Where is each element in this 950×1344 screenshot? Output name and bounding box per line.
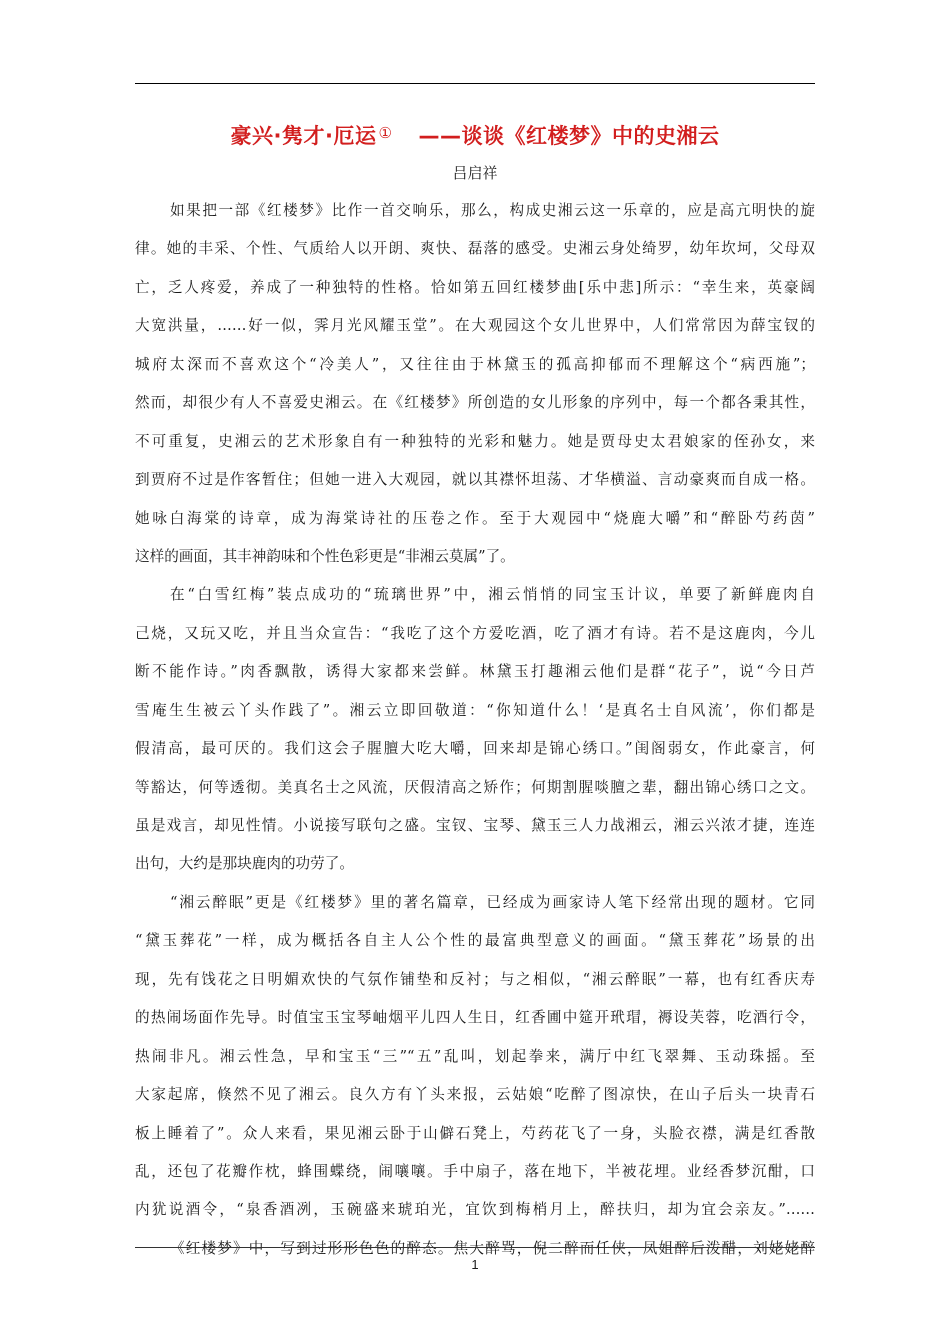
text-line: 乱，还包了花瓣作枕，蜂围蝶绕，闹嚷嚷。手中扇子，落在地下，半被花埋。业经香梦沉酣，口 — [135, 1162, 815, 1180]
footnote-marker[interactable]: ① — [378, 124, 393, 142]
page-number: 1 — [471, 1257, 479, 1272]
text-line: 亡，乏人疼爱，养成了一种独特的性格。恰如第五回红楼梦曲[乐中悲]所示：“幸生来，英豪阔 — [135, 278, 815, 296]
text-line: 出句，大约是那块鹿肉的功劳了。 — [135, 855, 354, 873]
text-line: 不可重复，史湘云的艺术形象自有一种独特的光彩和魅力。她是贾母史太君娘家的侄孙女，来 — [135, 432, 815, 450]
text-line: 己烧，又玩又吃，并且当众宣告：“我吃了这个方爱吃酒，吃了酒才有诗。若不是这鹿肉，今儿 — [135, 624, 815, 642]
text-line: 如果把一部《红楼梦》比作一首交响乐，那么，构成史湘云这一乐章的，应是高亢明快的旋 — [170, 202, 815, 219]
text-line: 《红楼梦》中，写到过形形色色的醉态。焦大醉骂，倪二醉而任侠，凤姐醉后泼醋，刘姥姥醉 — [170, 1239, 815, 1257]
title-subtitle: ——谈谈《红楼梦》中的史湘云 — [418, 124, 720, 148]
text-line: 内犹说酒令，“泉香酒冽，玉碗盛来琥珀光，宜饮到梅梢月上，醉扶归，却为宜会亲友。”…… — [135, 1201, 815, 1219]
title-main: 豪兴·隽才·厄运 — [230, 124, 377, 148]
text-line: 雪庵生生被云丫头作践了”。湘云立即回敬道：“你知道什么！‘是真名士自风流’，你们都是 — [135, 701, 815, 719]
text-line: 律。她的丰采、个性、气质给人以开朗、爽快、磊落的感受。史湘云身处绮罗，幼年坎坷，父母双 — [135, 240, 815, 258]
text-line: 大家起席，倏然不见了湘云。良久方有丫头来报，云姑娘“吃醉了图凉快，在山子后头一块青石 — [135, 1086, 815, 1104]
article-title — [135, 120, 815, 150]
text-line: 城府太深而不喜欢这个“冷美人”，又往往由于林黛玉的孤高抑郁而不理解这个“病西施”； — [135, 355, 815, 373]
text-line: 板上睡着了”。众人来看，果见湘云卧于山僻石凳上，芍药花飞了一身，头脸衣襟，满是红香散 — [135, 1124, 815, 1142]
text-line: 她咏白海棠的诗章，成为海棠诗社的压卷之作。至于大观园中“烧鹿大嚼”和“醉卧芍药茵” — [135, 509, 815, 527]
text-line: 大宽洪量，……好一似，霁月光风耀玉堂”。在大观园这个女儿世界中，人们常常因为薛宝钗的 — [135, 317, 815, 335]
text-line: 热闹非凡。湘云性急，早和宝玉“三”“五”乱叫，划起拳来，满厅中红飞翠舞、玉动珠摇。至 — [135, 1047, 815, 1065]
text-line: 的热闹场面作先导。时值宝玉宝琴岫烟平儿四人生日，红香圃中筵开玳瑁，褥设芙蓉，吃酒行令， — [135, 1009, 815, 1027]
text-line: 虽是戏言，却见性情。小说接写联句之盛。宝钗、宝琴、黛玉三人力战湘云，湘云兴浓才捷，连连 — [135, 817, 815, 834]
text-line: 现，先有饯花之日明媚欢快的气氛作铺垫和反衬；与之相似，“湘云醉眠”一幕，也有红香庆寿 — [135, 970, 815, 988]
text-line: 断不能作诗。”肉香飘散，诱得大家都来尝鲜。林黛玉打趣湘云他们是群“花子”，说“今日芦 — [135, 663, 815, 681]
text-line: “湘云醉眠”更是《红楼梦》里的著名篇章，已经成为画家诗人笔下经常出现的题材。它同 — [170, 893, 815, 911]
header-rule — [135, 83, 815, 84]
article-body — [135, 192, 815, 1268]
text-line: “黛玉葬花”一样，成为概括各自主人公个性的最富典型意义的画面。“黛玉葬花”场景的出 — [135, 932, 815, 950]
text-line: 到贾府不过是作客暂住；但她一进入大观园，就以其襟怀坦荡、才华横溢、言动豪爽而自成一格。 — [135, 471, 815, 489]
text-line: 假清高，最可厌的。我们这会子腥膻大吃大嚼，回来却是锦心绣口。”闺阁弱女，作此豪言，何 — [135, 740, 815, 758]
footer-rule — [135, 1247, 815, 1248]
author-name: 吕启祥 — [452, 164, 498, 182]
text-line: 等豁达，何等透彻。美真名士之风流，厌假清高之矫作；何期割腥啖膻之辈，翻出锦心绣口之文。 — [135, 778, 815, 796]
text-line: 然而，却很少有人不喜爱史湘云。在《红楼梦》所创造的女儿形象的序列中，每一个都各秉其性， — [135, 394, 815, 412]
text-line: 这样的画面，其丰神韵味和个性色彩更是“非湘云莫属”了。 — [135, 547, 515, 565]
text-line: 在“白雪红梅”装点成功的“琉璃世界”中，湘云悄悄的同宝玉计议，单要了新鲜鹿肉自 — [170, 586, 815, 604]
